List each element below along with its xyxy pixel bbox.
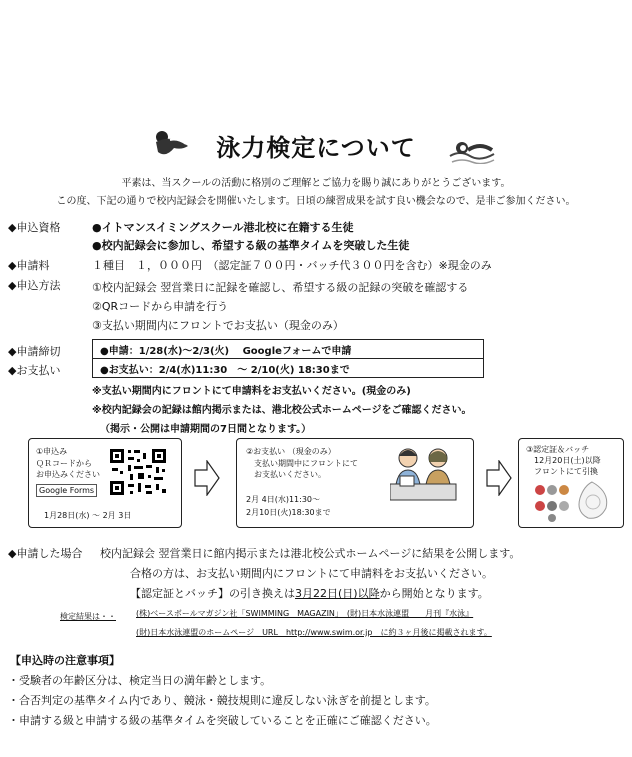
exchange-start-date: 3月22日(日)以降	[295, 587, 380, 600]
method-line-1: ①校内記録会 翌営業日に記録を確認し、希望する級の記録の突破を確認する	[92, 281, 469, 294]
step3-title: ③認定証＆バッチ	[526, 445, 590, 454]
swimmer-icon-right	[448, 136, 496, 164]
intro-line-1: 平素は、当スクールの活動に格別のご理解とご協力を賜り誠にありがとうございます。	[121, 178, 511, 189]
pub-label: 検定結果は・・	[60, 612, 116, 621]
caution-item-2: ・合否判定の基準タイム内であり、競泳・競技規則に違反しない泳ぎを前提とします。	[8, 694, 436, 707]
method-label: ◆申込方法	[8, 279, 61, 292]
step1-line-2: お申込みください	[36, 470, 100, 479]
payment-text: ●お支払い：2/4(水)11:30 ～ 2/10(火) 18:30まで	[100, 365, 350, 376]
step2-date-2: 2月10日(火)18:30まで	[246, 508, 331, 517]
flow-arrow-2-icon	[486, 460, 512, 496]
step3-line-1: 12月20日(土)以降	[534, 456, 601, 465]
result-line-2: 合格の方は、お支払い期間内にフロントにて申請料をお支払いください。	[130, 567, 493, 580]
step2-title: ②お支払い （現金のみ）	[246, 447, 336, 456]
qr-code-icon[interactable]	[108, 447, 168, 497]
method-line-2: ②QRコードから申請を行う	[92, 300, 229, 313]
step3-line-2: フロントにて引換	[534, 467, 598, 476]
step1-dates: 1月28日(水) ～ 2月 3日	[44, 511, 132, 520]
result-line-3	[130, 585, 489, 601]
qual-label: ◆申込資格	[8, 221, 61, 234]
page-title: 泳力検定について	[216, 134, 416, 162]
pub-line-2: (財)日本水泳連盟のホームページ URL http://www.swim.or.jp に約３ヶ月後に掲載されます。	[136, 628, 492, 637]
qual-line-2: ●校内記録会に参加し、希望する級の基準タイムを突破した生徒	[92, 239, 410, 252]
caution-heading: 【申込時の注意事項】	[10, 654, 120, 667]
method-line-3: ③支払い期間内にフロントでお支払い（現金のみ）	[92, 319, 344, 332]
front-desk-people-icon	[390, 444, 460, 502]
badge-medals-icon	[530, 478, 616, 522]
note-1: ※支払い期間内にフロントにて申請料をお支払いください。(現金のみ)	[92, 386, 411, 397]
deadline-text: ●申請：1/28(水)～2/3(火) Googleフォームで申請	[100, 346, 352, 357]
caution-item-1: ・受験者の年齢区分は、検定当日の満年齢とします。	[8, 674, 272, 687]
step2-line-1: 支払い期間中にフロントにて	[254, 459, 358, 468]
step2-line-2: お支払いください。	[254, 470, 326, 479]
payment-label: ◆お支払い	[8, 364, 61, 377]
fee-label: ◆申請料	[8, 259, 50, 272]
result-line-3-a: 【認定証とバッチ】の引き換えは	[130, 587, 295, 600]
flow-arrow-1-icon	[194, 460, 220, 496]
step2-date-1: 2月 4日(水)11:30～	[246, 495, 321, 504]
fee-text: １種目 １，０００円 （認定証７００円・バッチ代３００円を含む）※現金のみ	[92, 259, 492, 272]
google-forms-badge: Google Forms	[36, 484, 97, 497]
result-label: ◆申請した場合	[8, 547, 83, 560]
note-2: ※校内記録会の記録は館内掲示または、港北校公式ホームページをご確認ください。	[92, 405, 472, 416]
qual-line-1: ●イトマンスイミングスクール港北校に在籍する生徒	[92, 221, 354, 234]
intro-line-2: この度、下記の通りで校内記録会を開催いたします。日頃の練習成果を試す良い機会なので、是非ご参加ください。	[56, 196, 576, 207]
step1-title: ①申込み	[36, 447, 68, 456]
result-line-1: 校内記録会 翌営業日に館内掲示または港北校公式ホームページに結果を公開します。	[100, 547, 521, 560]
step1-line-1: ＱＲコードから	[36, 459, 92, 468]
deadline-label: ◆申請締切	[8, 345, 61, 358]
note-3: （掲示・公開は申請期間の7日間となります。）	[100, 424, 312, 435]
caution-item-3: ・申請する級と申請する級の基準タイムを突破していることを正確にご確認ください。	[8, 714, 437, 727]
pub-line-1: (株)ベースボールマガジン社「SWIMMING MAGAZIN」 (財)日本水泳連盟 月刊『水泳』	[136, 609, 474, 618]
result-line-3-c: から開始となります。	[379, 587, 489, 600]
